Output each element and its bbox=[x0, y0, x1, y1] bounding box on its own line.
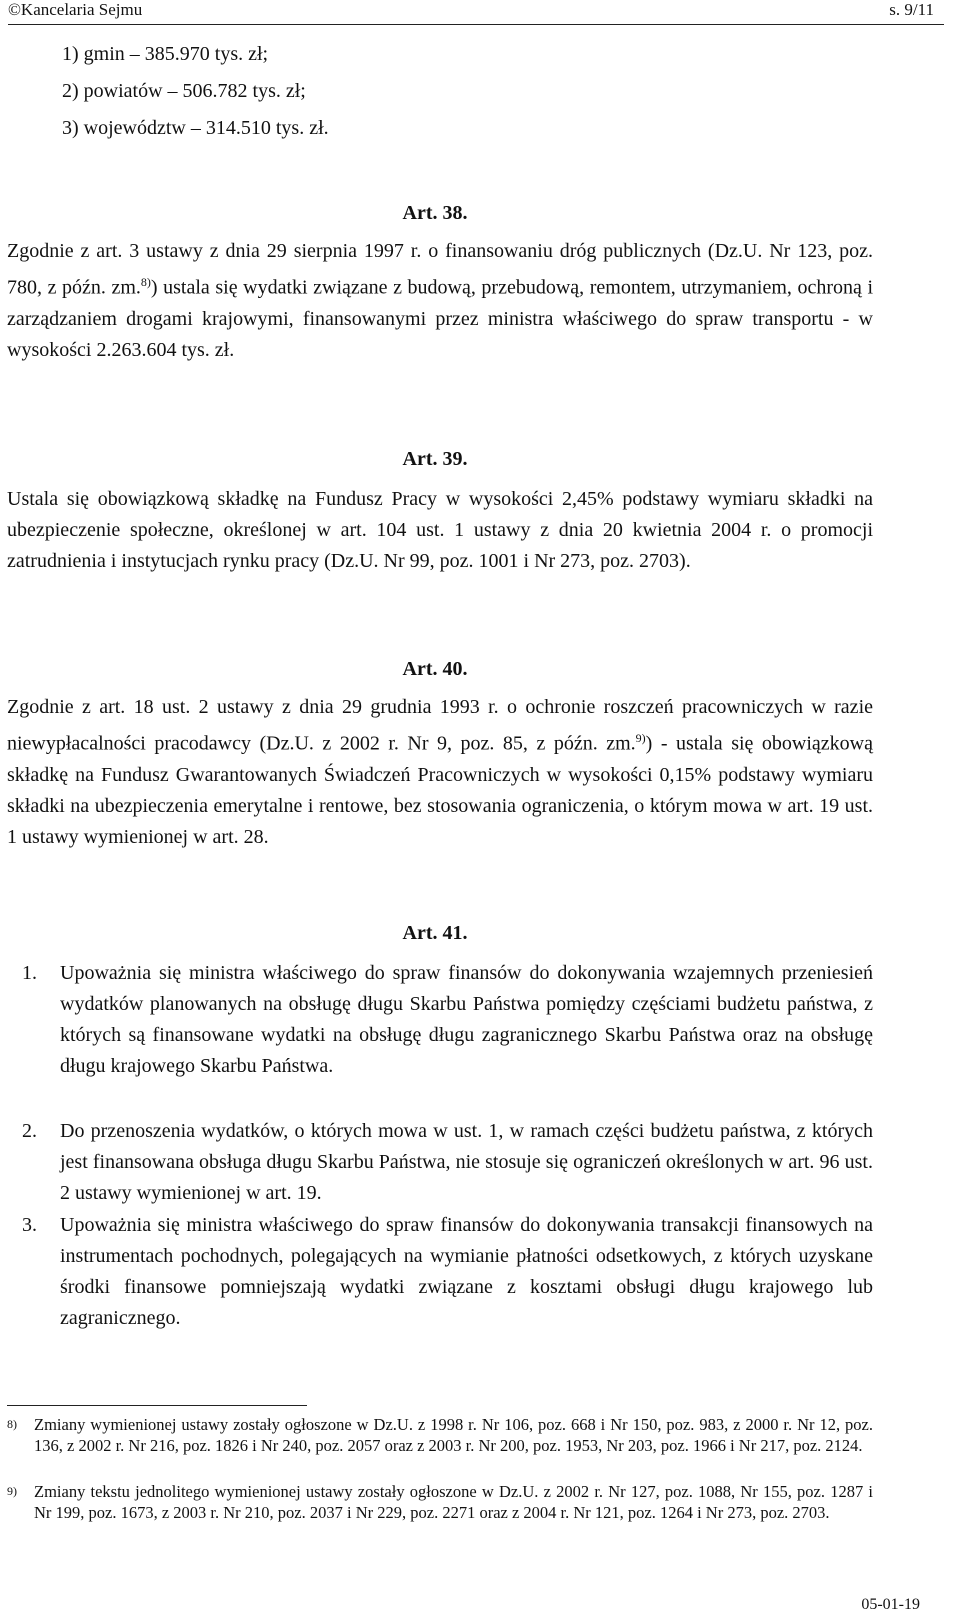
header-source: ©Kancelaria Sejmu bbox=[8, 0, 143, 19]
article-39-text: Ustala się obowiązkową składkę na Fundusz Pracy w wysokości 2,45% podstawy wymiaru składki na ubezpieczenie społeczne, określonej w art. 104 ust. 1 ustawy z dnia 20 kwietnia 2004 r. o promocji zatrudnienia i instytucjach rynku pracy (Dz.U. Nr 99, poz. 1001 i Nr 273, poz. 2703). bbox=[7, 488, 873, 572]
footnote-8: 8) Zmiany wymienionej ustawy zostały ogłoszone w Dz.U. z 1998 r. Nr 106, poz. 668 i Nr 150, poz. 983, z 2000 r. Nr 12, poz. 136, z 2002 r. Nr 216, poz. 1826 i Nr 240, poz. 2057 oraz z 2003 r. Nr 200, poz. 1953, Nr 203, poz. 1966 i Nr 217, poz. 2124. bbox=[7, 1415, 873, 1455]
amount-list bbox=[62, 36, 329, 147]
article-38-title: Art. 38. bbox=[402, 202, 468, 224]
footnote-9: 9) Zmiany tekstu jednolitego wymienionej ustawy zostały ogłoszone w Dz.U. z 2002 r. Nr 127, poz. 1088, Nr 155, poz. 1287 i Nr 199, poz. 1673, z 2003 r. Nr 210, poz. 2037 i Nr 229, poz. 2271 oraz z 2004 r. Nr 121, poz. 1264 i Nr 273, poz. 2703. bbox=[7, 1482, 873, 1522]
article-41-title: Art. 41. bbox=[402, 922, 468, 944]
list-item: 3) województw – 314.510 tys. zł. bbox=[62, 117, 329, 139]
article-41-item-3: 3. Upoważnia się ministra właściwego do spraw finansów do dokonywania transakcji finansowych na instrumentach pochodnych, polegających na wymianie płatności odsetkowych, z których uzyskane środki finansowe pomniejszają wydatki związane z kosztami obsługi długu krajowego lub zagranicznego. bbox=[22, 1214, 873, 1329]
article-39-title: Art. 39. bbox=[402, 448, 468, 470]
document-date: 05-01-19 bbox=[861, 1596, 920, 1613]
list-item: 1) gmin – 385.970 tys. zł; bbox=[62, 43, 269, 65]
article-40-title: Art. 40. bbox=[402, 658, 468, 680]
page-header bbox=[8, 0, 944, 25]
list-item: 2) powiatów – 506.782 tys. zł; bbox=[62, 80, 306, 102]
footnote-ref-9: 9) bbox=[635, 731, 646, 745]
page-number: s. 9/11 bbox=[889, 0, 934, 19]
article-38-text: Zgodnie z art. 3 ustawy z dnia 29 sierpnia 1997 r. o finansowaniu dróg publicznych (Dz.U. Nr 123, poz. 780, z późn. zm.$^{8)}$) ustala się wydatki związane z budową, przebudową, remontem, utrzymaniem, ochroną i zarządzaniem drogami krajowymi, finansowanymi przez ministra właściwego do spraw transportu - w wysokości 2.263.604 tys. zł. bbox=[7, 240, 874, 361]
article-40-text: Zgodnie z art. 18 ust. 2 ustawy z dnia 29 grudnia 1993 r. o ochronie roszczeń pracowniczych w razie niewypłacalności pracodawcy (Dz.U. z 2002 r. Nr 9, poz. 85, z późn. zm.$^{9)}$) - ustala się obowiązkową składkę na Fundusz Gwarantowanych Świadczeń Pracowniczych w wysokości 0,15% podstawy wymiaru składki na ubezpieczenia emerytalne i rentowe, bez stosowania ograniczenia, o którym mowa w art. 19 ust. 1 ustawy wymienionej w art. 28. bbox=[7, 696, 873, 848]
article-41-item-1: 1. Upoważnia się ministra właściwego do spraw finansów do dokonywania wzajemnych przeniesień wydatków planowanych na obsługę długu Skarbu Państwa pomiędzy częściami budżetu państwa, z których są finansowane wydatki na obsługę długu zagranicznego Skarbu Państwa oraz na obsługę długu krajowego Skarbu Państwa. bbox=[22, 962, 873, 1077]
article-41-item-2: 2. Do przenoszenia wydatków, o których mowa w ust. 1, w ramach części budżetu państwa, z których jest finansowana obsługa długu Skarbu Państwa, nie stosuje się ograniczeń określonych w art. 96 ust. 2 ustawy wymienionej w art. 19. bbox=[22, 1120, 873, 1204]
footnote-separator bbox=[7, 1405, 307, 1406]
footnote-ref-8: 8) bbox=[140, 275, 151, 289]
